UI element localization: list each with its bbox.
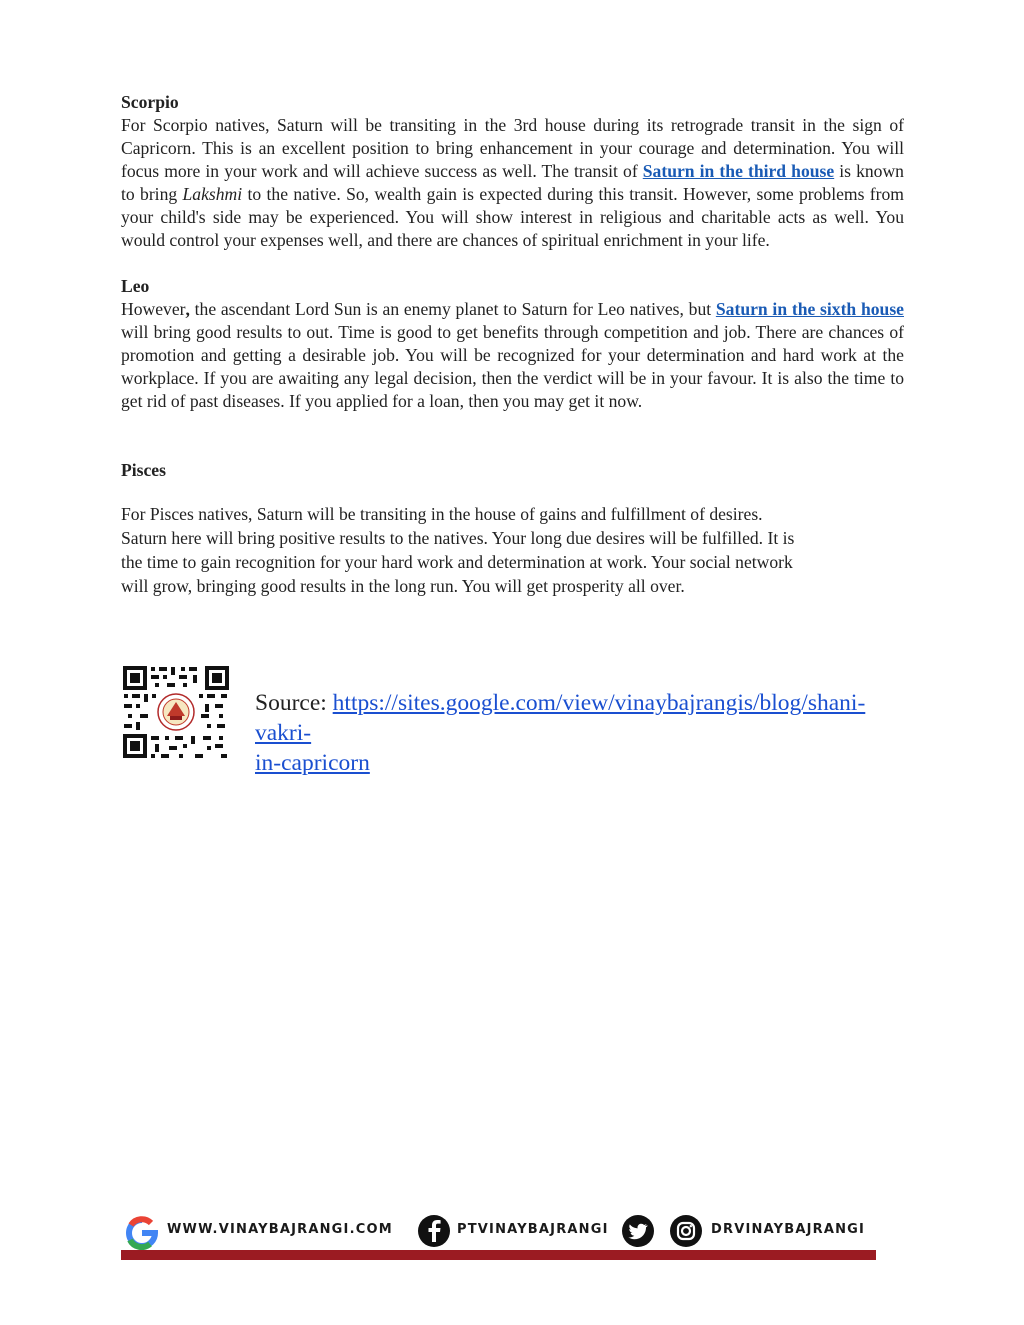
scorpio-paragraph <box>121 114 904 252</box>
source-url-link[interactable]: https://sites.google.com/view/vinaybajrangis/blog/shani-vakri- in-capricorn <box>255 690 866 776</box>
footer-bar <box>121 1250 876 1260</box>
twitter-icon <box>621 1214 655 1248</box>
saturn-third-house-link[interactable]: Saturn in the third house <box>642 161 835 181</box>
google-icon <box>123 1216 161 1250</box>
pisces-paragraph <box>121 502 904 598</box>
instagram-icon <box>669 1214 703 1248</box>
lakshmi-text: Lakshmi <box>182 184 243 204</box>
leo-heading: Leo <box>121 276 150 296</box>
pisces-line: will grow, bringing good results in the long run. You will get prosperity all over. <box>121 576 685 596</box>
scorpio-heading: Scorpio <box>121 92 179 112</box>
leo-text: will bring good results to out. Time is good to get benefits through competition and job. There are chances of promotion and getting a desirable job. You will be recognized for your determination and hard work at the workplace. If you are awaiting any legal decision, then the verdict will be in your favour. It is also the time to get rid of past diseases. If you applied for a loan, then you may get it now. <box>121 322 904 411</box>
facebook-handle-text[interactable]: PTVINAYBAJRANGI <box>457 1222 609 1237</box>
source-label: Source: <box>255 690 333 716</box>
scorpio-text: For Scorpio natives, Saturn will be transiting in the 3rd house during its retrograde transit in the sign of Capricorn. This is an excellent position to bring enhancement in your courage and determination. You will focus more in your work and will achieve success as well. The transit of <box>121 115 904 181</box>
facebook-icon <box>417 1214 451 1248</box>
leo-text: , <box>185 299 190 319</box>
saturn-sixth-house-link[interactable]: Saturn in the sixth house <box>715 299 904 319</box>
pisces-line: Saturn here will bring positive results to the natives. Your long due desires will be fulfilled. It is <box>121 528 795 548</box>
scorpio-text: is known to bring <box>121 161 904 204</box>
website-text[interactable]: WWW.VINAYBAJRANGI.COM <box>167 1222 393 1237</box>
footer-banner <box>121 1214 876 1262</box>
pisces-line: For Pisces natives, Saturn will be transiting in the house of gains and fulfillment of desires. <box>121 504 763 524</box>
leo-paragraph <box>121 298 904 413</box>
pisces-line: the time to gain recognition for your hard work and determination at work. Your social network <box>121 552 793 572</box>
source-citation <box>255 688 905 778</box>
source-section <box>121 664 911 776</box>
leo-text: the ascendant Lord Sun is an enemy planet to Saturn for Leo natives, but <box>189 299 716 319</box>
pisces-heading: Pisces <box>121 460 166 480</box>
qr-code-icon <box>121 664 231 760</box>
leo-text: However <box>121 299 186 319</box>
scorpio-text: to the native. So, wealth gain is expected during this transit. However, some problems from your child's side may be experienced. You will show interest in religious and charitable acts as well. You would control your expenses well, and there are chances of spiritual enrichment in your life. <box>121 184 904 250</box>
social-handle-text[interactable]: DRVINAYBAJRANGI <box>711 1222 866 1237</box>
article-body <box>121 91 904 598</box>
